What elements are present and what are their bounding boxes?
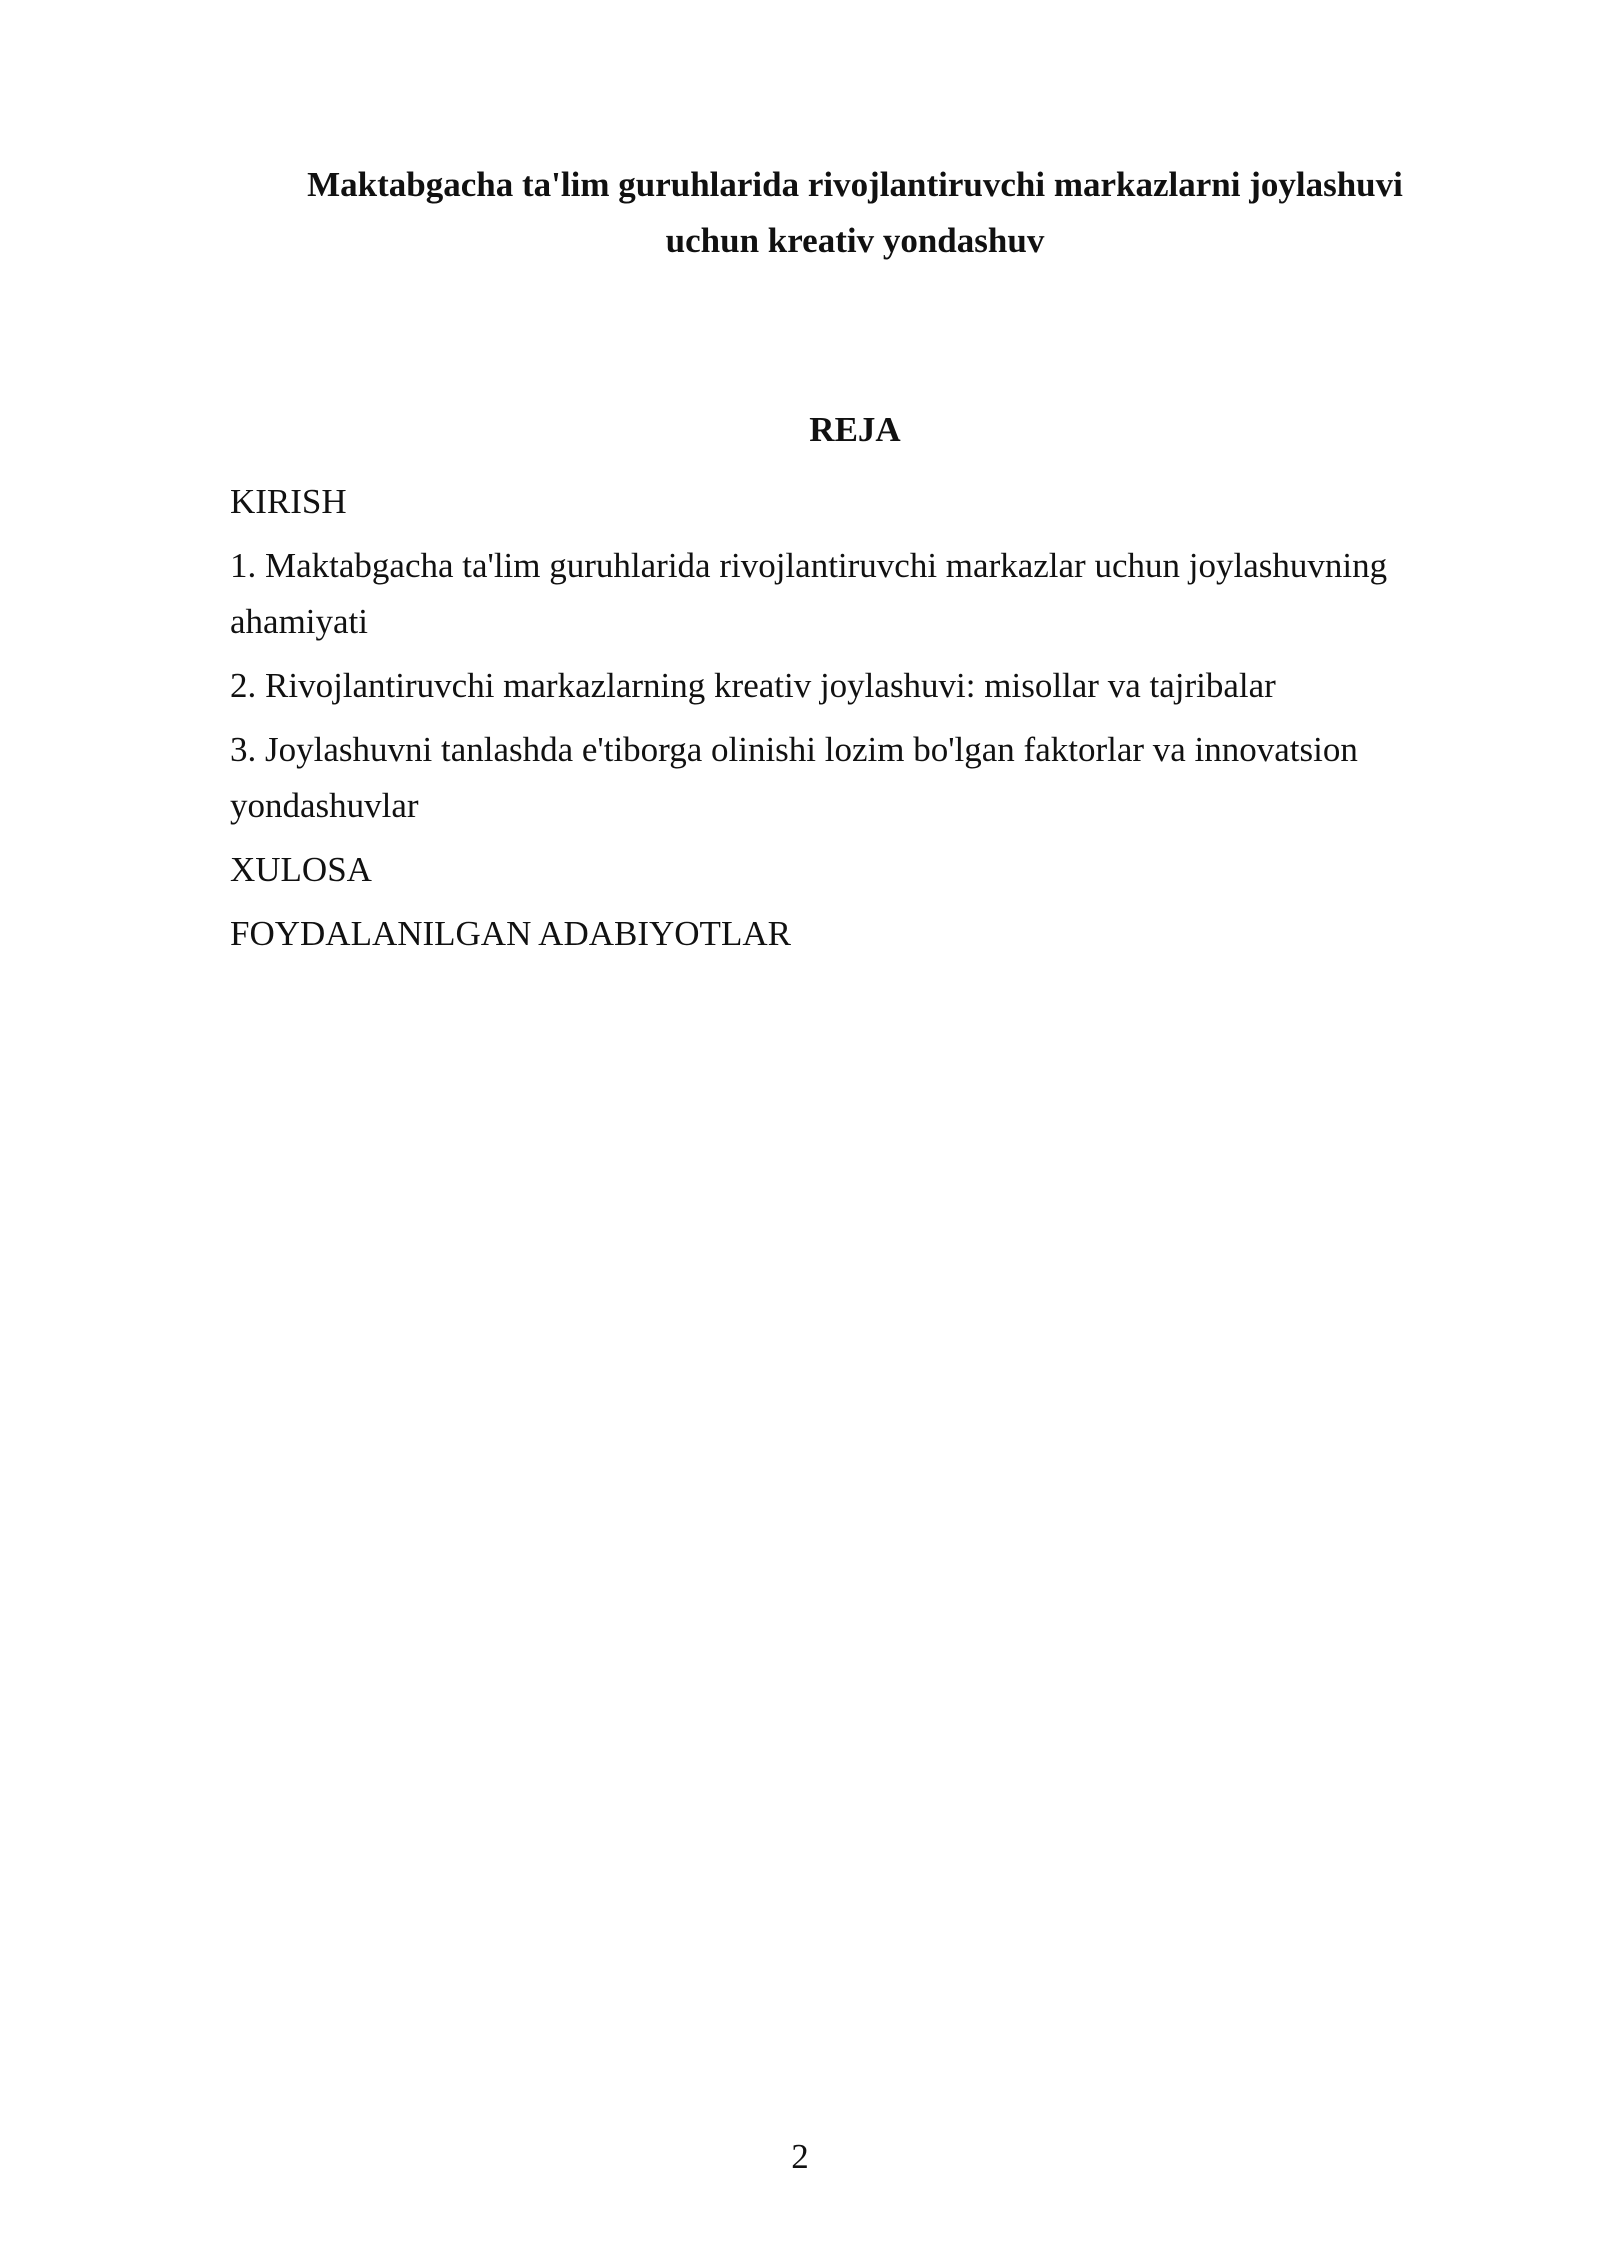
plan-item-conclusion: XULOSA (230, 850, 372, 889)
plan-list (230, 474, 1490, 970)
document-title-line-2: uchun kreativ yondashuv (665, 221, 1045, 260)
plan-item-references: FOYDALANILGAN ADABIYOTLAR (230, 914, 791, 953)
plan-item-1: 1. Maktabgacha ta'lim guruhlarida rivojlantiruvchi markazlar uchun joylashuvning ahamiyati (230, 546, 1388, 641)
document-title-line-1: Maktabgacha ta'lim guruhlarida rivojlantiruvchi markazlarni joylashuvi (307, 165, 1403, 204)
plan-item-introduction: KIRISH (230, 482, 347, 521)
plan-heading: REJA (809, 410, 901, 449)
plan-item-2: 2. Rivojlantiruvchi markazlarning kreativ joylashuvi: misollar va tajribalar (230, 666, 1276, 705)
page-number: 2 (791, 2137, 809, 2176)
plan-item-3: 3. Joylashuvni tanlashda e'tiborga olinishi lozim bo'lgan faktorlar va innovatsion yondashuvlar (230, 730, 1358, 825)
document-title (232, 157, 1478, 269)
